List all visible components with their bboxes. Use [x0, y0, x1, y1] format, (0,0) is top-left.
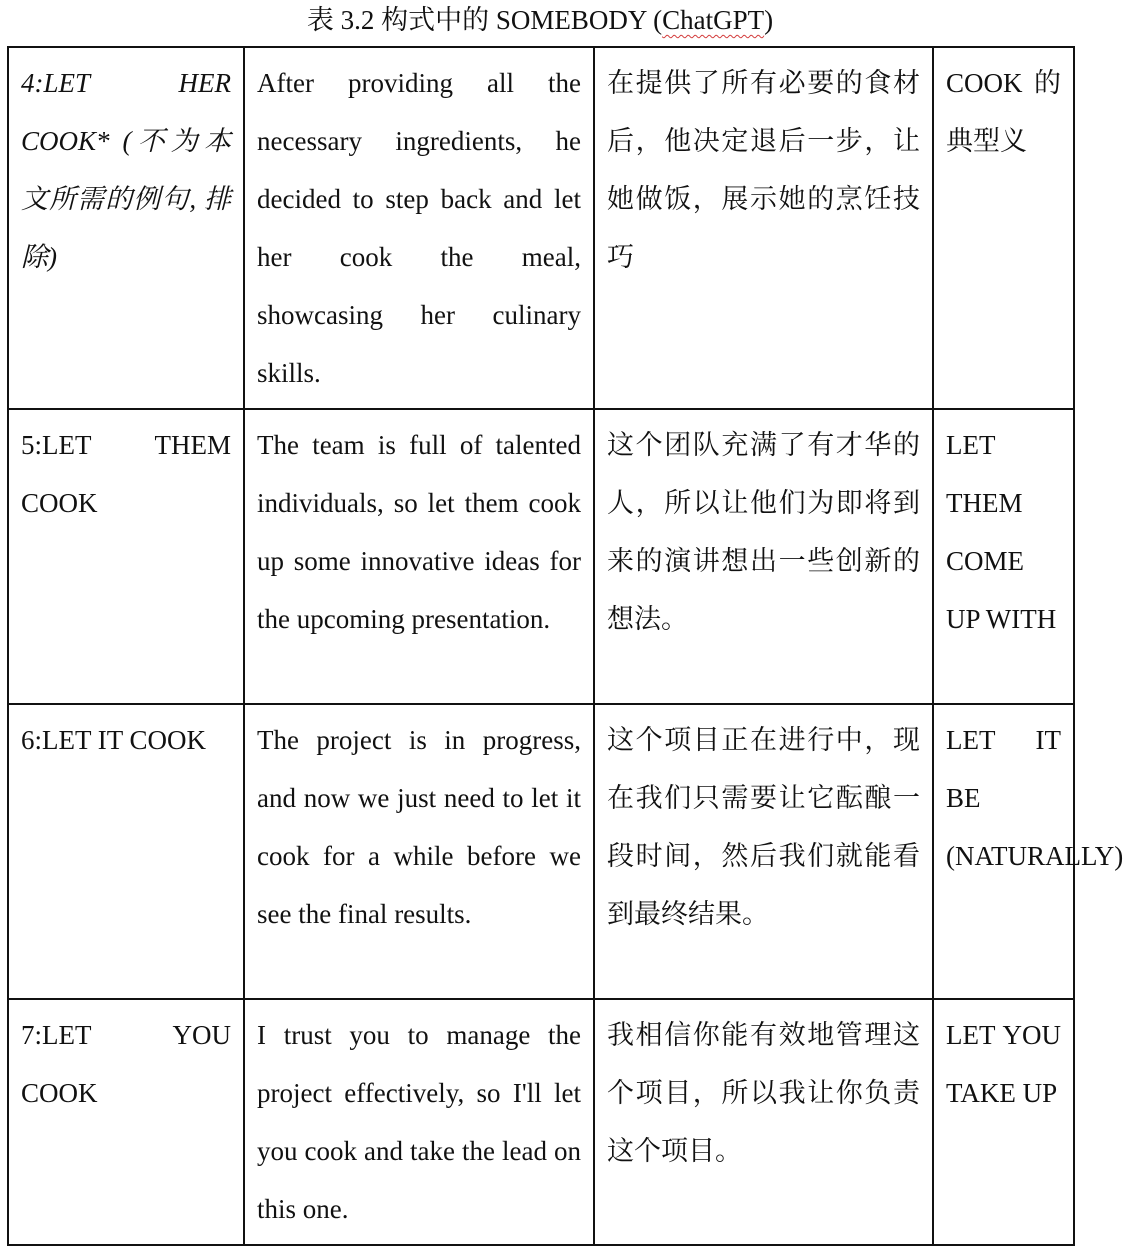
meaning-cell: LET YOU TAKE UP	[933, 999, 1074, 1245]
chinese-translation-cell: 在提供了所有必要的食材后，他决定退后一步，让她做饭，展示她的烹饪技巧	[594, 47, 933, 409]
table-row	[8, 999, 1074, 1245]
english-example-cell: After providing all the necessary ingredients, he decided to step back and let her cook the meal, showcasing her culinary skills.	[244, 47, 594, 409]
chinese-translation-cell: 这个项目正在进行中，现在我们只需要让它酝酿一段时间，然后我们就能看到最终结果。	[594, 704, 933, 999]
table-row	[8, 409, 1074, 704]
construction-label: 4:LET HER COOK*	[21, 68, 231, 156]
exclusion-note: (不为本文所需的例句, 排除)	[21, 126, 231, 272]
chinese-translation-cell: 这个团队充满了有才华的人，所以让他们为即将到来的演讲想出一些创新的想法。	[594, 409, 933, 704]
table-row	[8, 47, 1074, 409]
english-example-cell: The team is full of talented individuals, so let them cook up some innovative ideas for the upcoming presentation.	[244, 409, 594, 704]
english-example-cell: I trust you to manage the project effectively, so I'll let you cook and take the lead on this one.	[244, 999, 594, 1245]
meaning-cell: LET IT BE (NATURALLY)	[933, 704, 1074, 999]
construction-cell: 7:LET YOU COOK	[8, 999, 244, 1245]
table-row	[8, 704, 1074, 999]
construction-cell	[8, 47, 244, 409]
caption-suffix: )	[764, 5, 774, 35]
meaning-cell: LET THEM COME UP WITH	[933, 409, 1074, 704]
somebody-construction-table	[7, 46, 1123, 1246]
chinese-translation-cell: 我相信你能有效地管理这个项目，所以我让你负责这个项目。	[594, 999, 933, 1245]
table-caption	[0, 0, 1080, 44]
meaning-cell: COOK 的典型义	[933, 47, 1074, 409]
caption-chatgpt: ChatGPT	[662, 5, 765, 35]
construction-cell: 5:LET THEM COOK	[8, 409, 244, 704]
construction-cell: 6:LET IT COOK	[8, 704, 244, 999]
caption-prefix: 表 3.2 构式中的 SOMEBODY (	[306, 5, 663, 35]
english-example-cell: The project is in progress, and now we just need to let it cook for a while before we see the final results.	[244, 704, 594, 999]
